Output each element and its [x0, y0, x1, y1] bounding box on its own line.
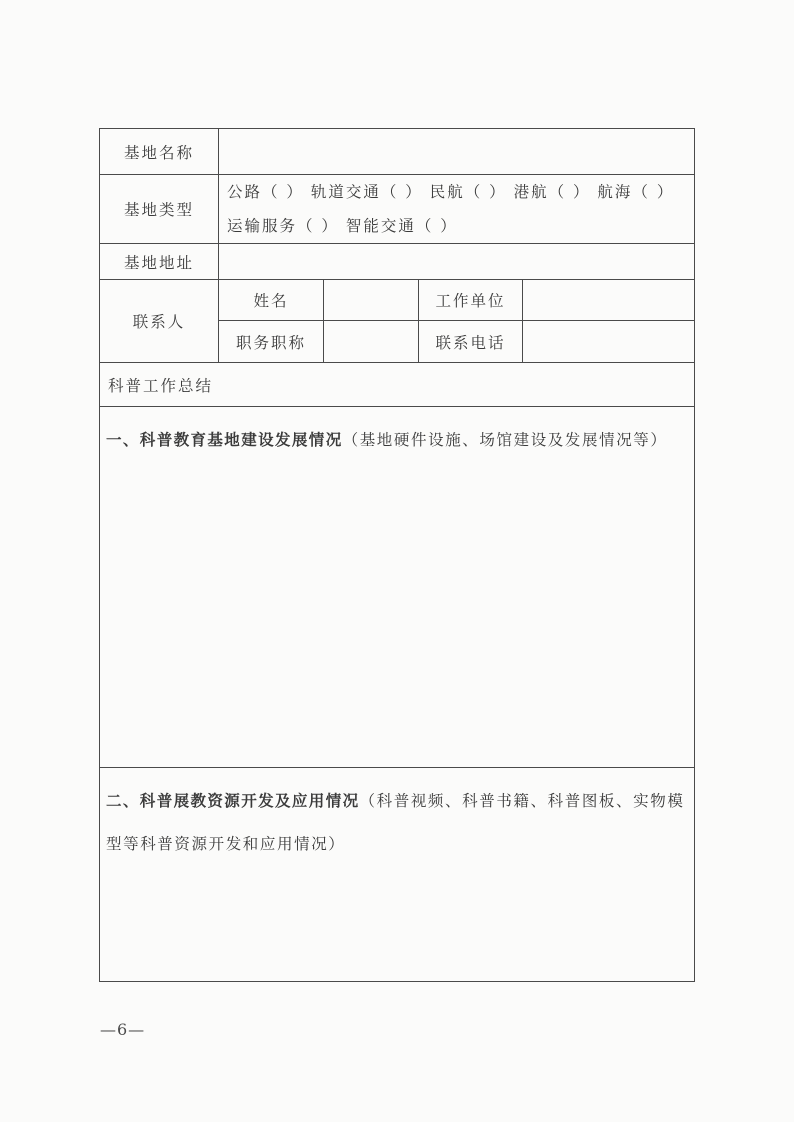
base-info-form [99, 128, 695, 982]
base-type-label: 基地类型 [100, 175, 219, 244]
work-unit-field[interactable] [523, 280, 695, 321]
contact-label: 联系人 [100, 280, 219, 363]
base-type-line-1: 公路（ ） 轨道交通（ ） 民航（ ） 港航（ ） 航海（ ） [227, 183, 675, 201]
phone-label: 联系电话 [419, 321, 523, 363]
position-label: 职务职称 [219, 321, 324, 363]
name-field[interactable] [324, 280, 419, 321]
section-1-area[interactable] [100, 407, 695, 768]
page-number: —6— [100, 1020, 146, 1039]
base-address-field[interactable] [219, 244, 695, 280]
row-base-name [100, 129, 695, 175]
section-2-note: （科普视频、科普书籍、科普图板、实物模型等科普资源开发和应用情况） [106, 792, 685, 853]
work-unit-label: 工作单位 [419, 280, 523, 321]
phone-field[interactable] [523, 321, 695, 363]
base-type-line-2: 运输服务（ ） 智能交通（ ） [227, 217, 458, 235]
base-address-label: 基地地址 [100, 244, 219, 280]
row-summary-header [100, 363, 695, 407]
row-base-address [100, 244, 695, 280]
section-2-title: 二、科普展教资源开发及应用情况 [106, 792, 360, 810]
row-base-type [100, 175, 695, 244]
name-label: 姓名 [219, 280, 324, 321]
position-field[interactable] [324, 321, 419, 363]
base-type-options[interactable] [219, 175, 695, 244]
section-2-area[interactable] [100, 768, 695, 982]
section-2-heading [106, 780, 688, 866]
section-1-note: （基地硬件设施、场馆建设及发展情况等） [342, 431, 668, 449]
summary-label: 科普工作总结 [100, 363, 695, 407]
section-1-heading [106, 419, 688, 462]
base-name-field[interactable] [219, 129, 695, 175]
base-name-label: 基地名称 [100, 129, 219, 175]
section-1-title: 一、科普教育基地建设发展情况 [106, 431, 343, 449]
row-contact-1 [100, 280, 695, 321]
row-section-1 [100, 407, 695, 768]
row-section-2 [100, 768, 695, 982]
